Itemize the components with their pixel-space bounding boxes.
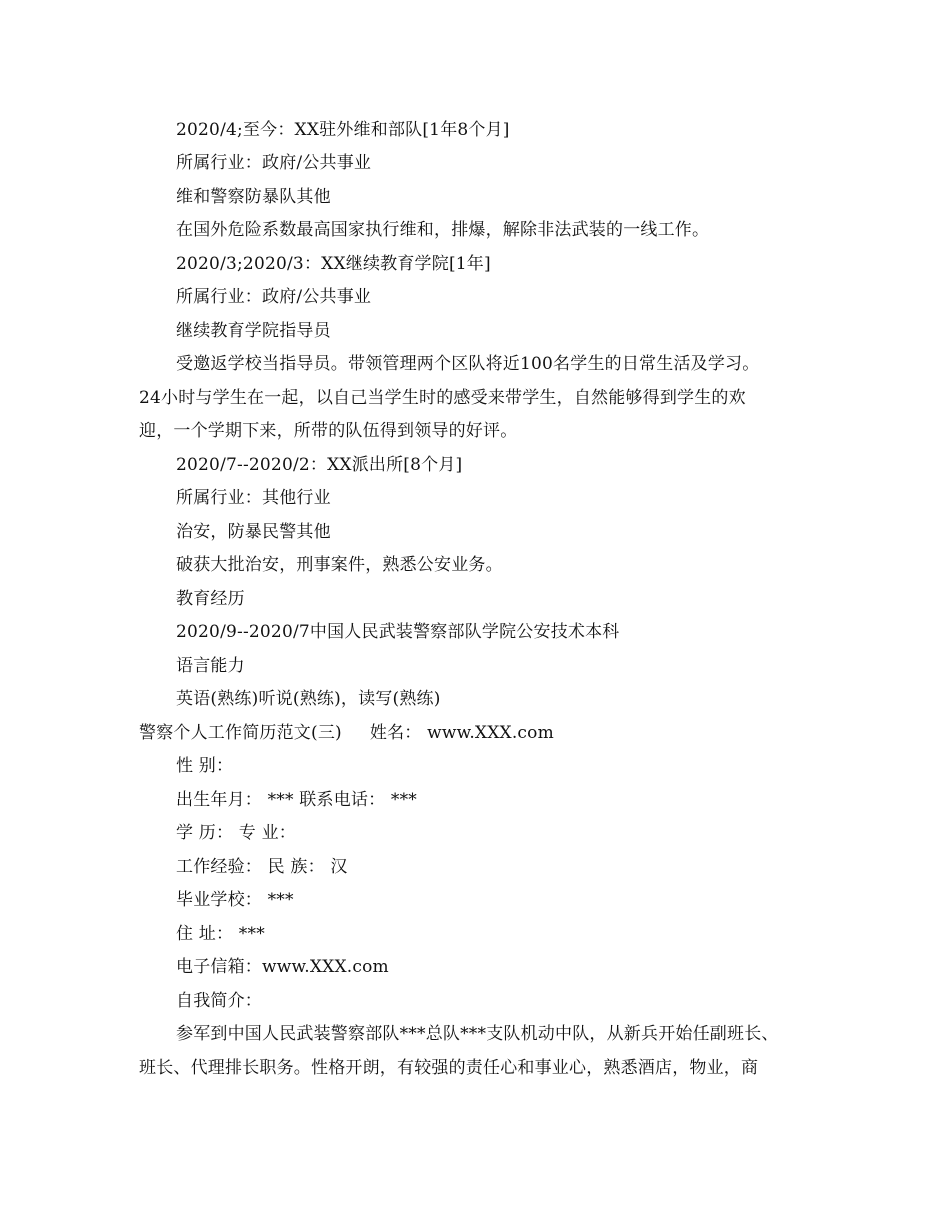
text-line: 迎，一个学期下来，所带的队伍得到领导的好评。 (139, 421, 518, 441)
text-line: 维和警察防暴队其他 (176, 187, 331, 207)
text-line: 2020/4;至今：XX驻外维和部队[1年8个月] (176, 120, 510, 140)
section-heading: 教育经历 (176, 589, 245, 609)
text-line: 24小时与学生在一起，以自己当学生时的感受来带学生，自然能够得到学生的欢 (139, 388, 746, 408)
section-heading: 语言能力 (176, 656, 245, 676)
text-line: 治安，防暴民警其他 (176, 522, 331, 542)
text-line: 所属行业：政府/公共事业 (176, 287, 372, 307)
text-line: 所属行业：其他行业 (176, 488, 331, 508)
text-line: 性 别： (176, 756, 234, 776)
text-line: 2020/3;2020/3：XX继续教育学院[1年] (176, 254, 491, 274)
text-line: 破获大批治安，刑事案件，熟悉公安业务。 (176, 555, 503, 575)
text-line: 工作经验： 民 族： 汉 (176, 857, 348, 877)
text-line: 学 历： 专 业： (176, 823, 297, 843)
text-line: 受邀返学校当指导员。带领管理两个区队将近100名学生的日常生活及学习。 (176, 354, 760, 374)
section-heading: 自我简介： (176, 991, 262, 1011)
text-line: 在国外危险系数最高国家执行维和，排爆，解除非法武装的一线工作。 (176, 220, 710, 240)
text-line: 2020/7--2020/2：XX派出所[8个月] (176, 455, 463, 475)
text-line: 参军到中国人民武装警察部队***总队***支队机动中队，从新兵开始任副班长、 (176, 1024, 779, 1044)
text-line: 2020/9--2020/7中国人民武装警察部队学院公安技术本科 (176, 622, 620, 642)
name-field: 姓名： www.XXX.com (369, 723, 554, 743)
text-line: 出生年月： *** 联系电话： *** (176, 790, 418, 810)
text-line: 毕业学校： *** (176, 890, 294, 910)
text-line: 住 址： *** (176, 924, 265, 944)
text-line: 英语(熟练)听说(熟练)，读写(熟练) (176, 689, 441, 709)
text-line: 电子信箱：www.XXX.com (176, 957, 389, 977)
resume-title: 警察个人工作简历范文(三) (139, 723, 342, 743)
text-line: 继续教育学院指导员 (176, 321, 331, 341)
text-line: 所属行业：政府/公共事业 (176, 153, 372, 173)
text-line: 班长、代理排长职务。性格开朗，有较强的责任心和事业心，熟悉酒店，物业，商 (139, 1058, 759, 1078)
resume-title-line (139, 722, 554, 744)
